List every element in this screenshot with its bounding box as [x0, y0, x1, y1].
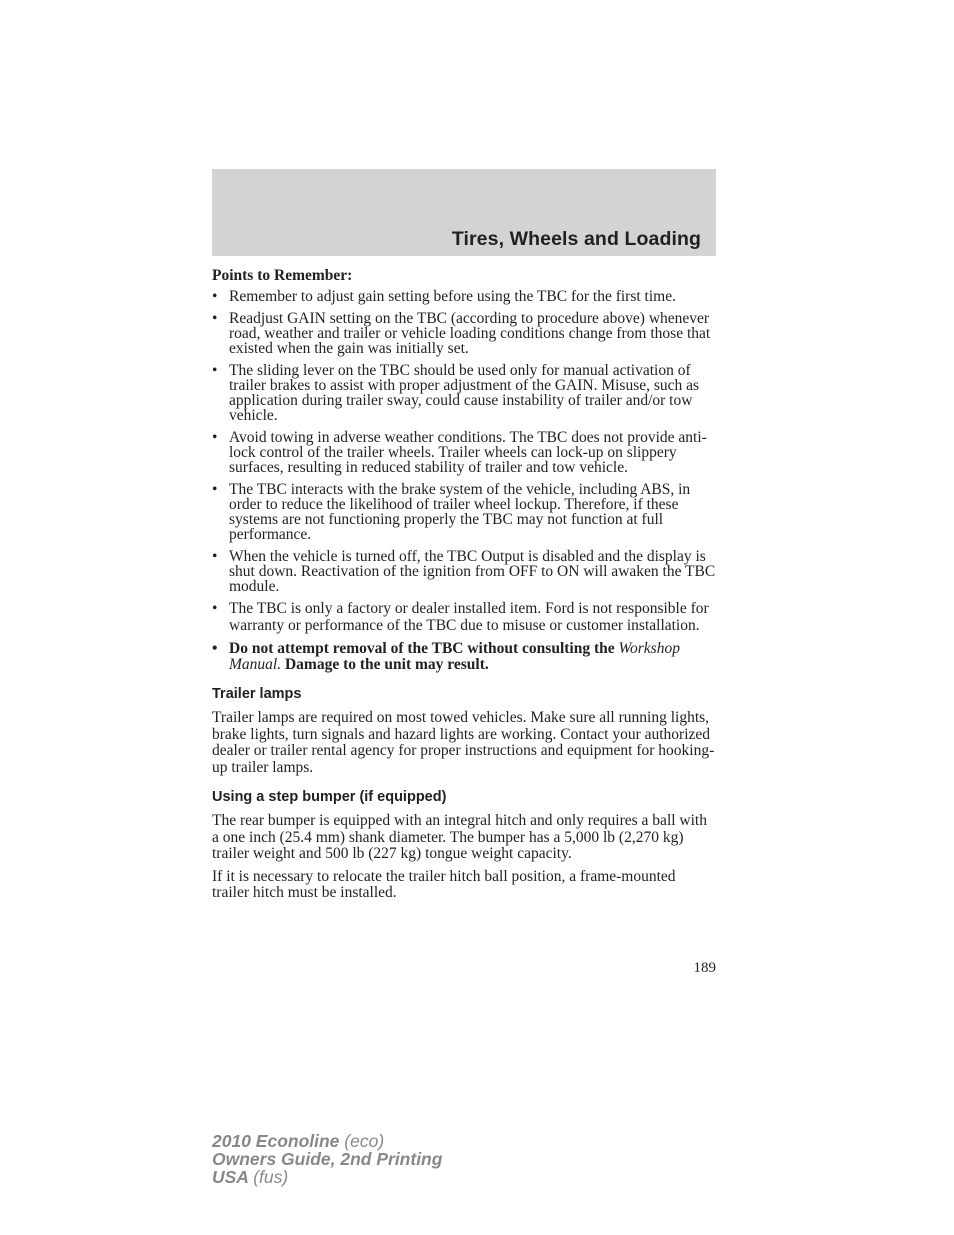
footer [212, 1132, 442, 1186]
footer-market-code: (fus) [253, 1167, 289, 1187]
warning-item [212, 641, 716, 673]
points-list [212, 289, 716, 673]
bullet-icon: • [212, 310, 218, 327]
footer-market: USA [212, 1167, 249, 1187]
list-item-text: Readjust GAIN setting on the TBC (according to procedure above) whenever road, weather and trailer or vehicle loading conditions change from those that existed when the gain was initially set. [229, 310, 711, 357]
bullet-icon: • [212, 640, 218, 657]
step-bumper-heading: Using a step bumper (if equipped) [212, 789, 447, 805]
list-item [212, 363, 716, 423]
bullet-icon: • [212, 362, 218, 379]
list-item [212, 601, 716, 634]
footer-model: 2010 Econoline [212, 1131, 340, 1151]
list-item [212, 289, 716, 304]
list-item [212, 482, 716, 542]
page-number: 189 [693, 960, 716, 976]
list-item-text: Remember to adjust gain setting before using the TBC for the first time. [229, 288, 676, 305]
bullet-icon: • [212, 600, 218, 617]
bullet-icon: • [212, 548, 218, 565]
trailer-lamps-heading: Trailer lamps [212, 686, 302, 702]
list-item [212, 430, 716, 475]
list-item-text: The TBC is only a factory or dealer installed item. Ford is not responsible for warranty or performance of the TBC due to misuse or customer installation. [229, 600, 709, 634]
page-content [212, 268, 716, 908]
trailer-lamps-text: Trailer lamps are required on most towed vehicles. Make sure all running lights, brake lights, turn signals and hazard lights are working. Contact your authorized dealer or trailer rental agency for proper instructions and equipment for hooking-up trailer lamps. [212, 709, 715, 776]
list-item-text: When the vehicle is turned off, the TBC Output is disabled and the display is shut down. Reactivation of the ignition from OFF to ON will awaken the TBC module. [229, 548, 716, 595]
list-item [212, 311, 716, 356]
points-heading: Points to Remember: [212, 267, 353, 284]
footer-model-code: (eco) [344, 1131, 385, 1151]
list-item-text: Avoid towing in adverse weather conditions. The TBC does not provide anti-lock control of the trailer wheels. Trailer wheels can lock-up on slippery surfaces, resulting in reduced stability of trailer and tow vehicle. [229, 429, 707, 476]
header-band [212, 169, 716, 256]
footer-line-1 [212, 1132, 442, 1150]
chapter-title: Tires, Wheels and Loading [451, 228, 701, 250]
bullet-icon: • [212, 288, 218, 305]
bullet-icon: • [212, 429, 218, 446]
list-item-text: The TBC interacts with the brake system of the vehicle, including ABS, in order to reduce the likelihood of trailer wheel lockup. Therefore, if these systems are not functioning properly the TBC may not function at full performance. [229, 481, 691, 543]
bullet-icon: • [212, 481, 218, 498]
footer-line-2: Owners Guide, 2nd Printing [212, 1149, 443, 1169]
warning-text-end: Damage to the unit may result. [284, 656, 489, 673]
workshop-manual-reference: Workshop Manual. [229, 640, 680, 673]
warning-text-start: Do not attempt removal of the TBC without consulting the [229, 640, 615, 657]
step-bumper-paragraph-1: The rear bumper is equipped with an integral hitch and only requires a ball with a one inch (25.4 mm) shank diameter. The bumper has a 5,000 lb (2,270 kg) trailer weight and 500 lb (227 kg) tongue weight capacity. [212, 812, 707, 862]
footer-line-3 [212, 1168, 442, 1186]
list-item [212, 549, 716, 594]
step-bumper-paragraph-2: If it is necessary to relocate the trailer hitch ball position, a frame-mounted trailer hitch must be installed. [212, 867, 676, 901]
list-item-text: The sliding lever on the TBC should be used only for manual activation of trailer brakes to assist with proper adjustment of the GAIN. Misuse, such as application during trailer sway, could cause instability of trailer and/or tow vehicle. [229, 362, 700, 424]
